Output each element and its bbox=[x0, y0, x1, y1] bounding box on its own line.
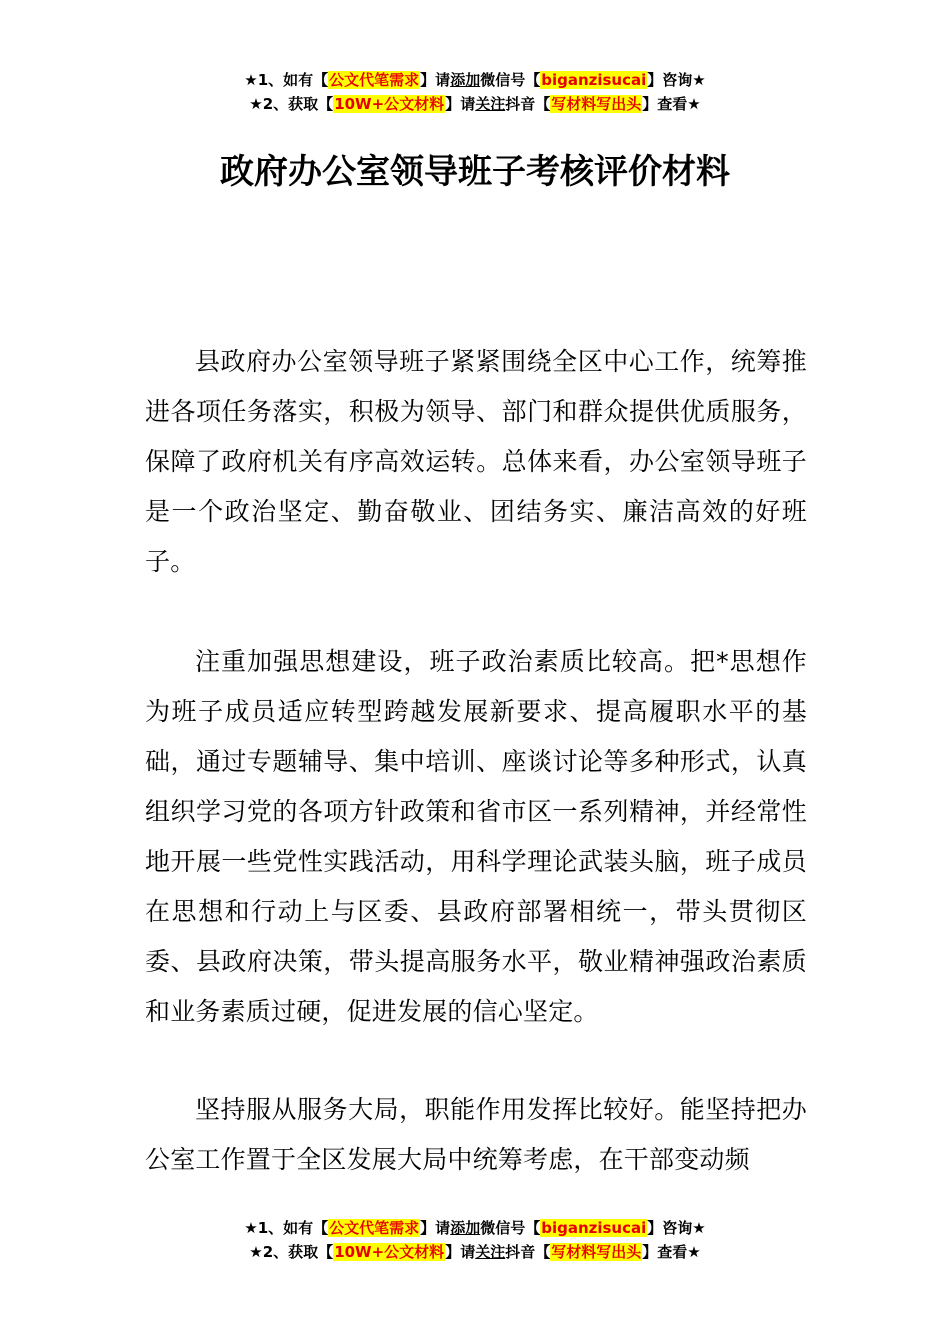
body-paragraph-2: 注重加强思想建设，班子政治素质比较高。把*思想作为班子成员适应转型跨越发展新要求、提高履职水平的基础，通过专题辅导、集中培训、座谈讨论等多种形式，认真组织学习党的各项方针政策和省市区一系列精神，并经常性地开展一些党性实践活动，用科学理论武装头脑，班子成员在思想和行动上与区委、县政府部署相统一，带头贯彻区委、县政府决策，带头提高服务水平，敬业精神强政治素质和业务素质过硬，促进发展的信心坚定。 bbox=[145, 647, 807, 1026]
banner-text: ★2、获取【 bbox=[249, 1243, 334, 1261]
banner-text: 】查看★ bbox=[642, 1243, 701, 1261]
banner-text: 微信号【 bbox=[480, 71, 541, 89]
body-paragraph-1: 县政府办公室领导班子紧紧围绕全区中心工作，统筹推进各项任务落实，积极为领导、部门和群众提供优质服务，保障了政府机关有序高效运转。总体来看，办公室领导班子是一个政治坚定、勤奋敬业、团结务实、廉洁高效的好班子。 bbox=[145, 347, 807, 576]
highlight-wechat-id: biganzisucai bbox=[541, 71, 647, 89]
highlight-service: 公文代笔需求 bbox=[329, 71, 420, 89]
banner-line-1 bbox=[0, 68, 950, 92]
highlight-douyin-account: 写材料写出头 bbox=[551, 95, 642, 113]
top-banner bbox=[0, 68, 950, 116]
banner-line-2 bbox=[0, 1240, 950, 1264]
banner-text: 】咨询★ bbox=[647, 1219, 706, 1237]
underlined-text: 添加 bbox=[450, 1219, 481, 1237]
banner-text: 】请 bbox=[420, 71, 451, 89]
banner-text: ★1、如有【 bbox=[244, 1219, 329, 1237]
highlight-materials: 10W+公文材料 bbox=[334, 1243, 445, 1261]
banner-text: 】查看★ bbox=[642, 95, 701, 113]
underlined-text: 关注 bbox=[475, 95, 506, 113]
banner-text: ★1、如有【 bbox=[244, 71, 329, 89]
banner-text: 微信号【 bbox=[480, 1219, 541, 1237]
document-title: 政府办公室领导班子考核评价材料 bbox=[220, 152, 730, 192]
highlight-service: 公文代笔需求 bbox=[329, 1219, 420, 1237]
highlight-douyin-account: 写材料写出头 bbox=[551, 1243, 642, 1261]
underlined-text: 关注 bbox=[475, 1243, 506, 1261]
banner-text: 】请 bbox=[420, 1219, 451, 1237]
banner-text: 】请 bbox=[445, 1243, 476, 1261]
banner-line-1 bbox=[0, 1216, 950, 1240]
banner-text: ★2、获取【 bbox=[249, 95, 334, 113]
banner-text: 抖音【 bbox=[505, 1243, 551, 1261]
banner-text: 】请 bbox=[445, 95, 476, 113]
highlight-materials: 10W+公文材料 bbox=[334, 95, 445, 113]
highlight-wechat-id: biganzisucai bbox=[541, 1219, 647, 1237]
banner-text: 】咨询★ bbox=[647, 71, 706, 89]
body-paragraph-3: 坚持服从服务大局，职能作用发挥比较好。能坚持把办公室工作置于全区发展大局中统筹考虑，在干部变动频 bbox=[145, 1095, 807, 1174]
banner-text: 抖音【 bbox=[505, 95, 551, 113]
banner-line-2 bbox=[0, 92, 950, 116]
bottom-banner bbox=[0, 1216, 950, 1264]
underlined-text: 添加 bbox=[450, 71, 481, 89]
